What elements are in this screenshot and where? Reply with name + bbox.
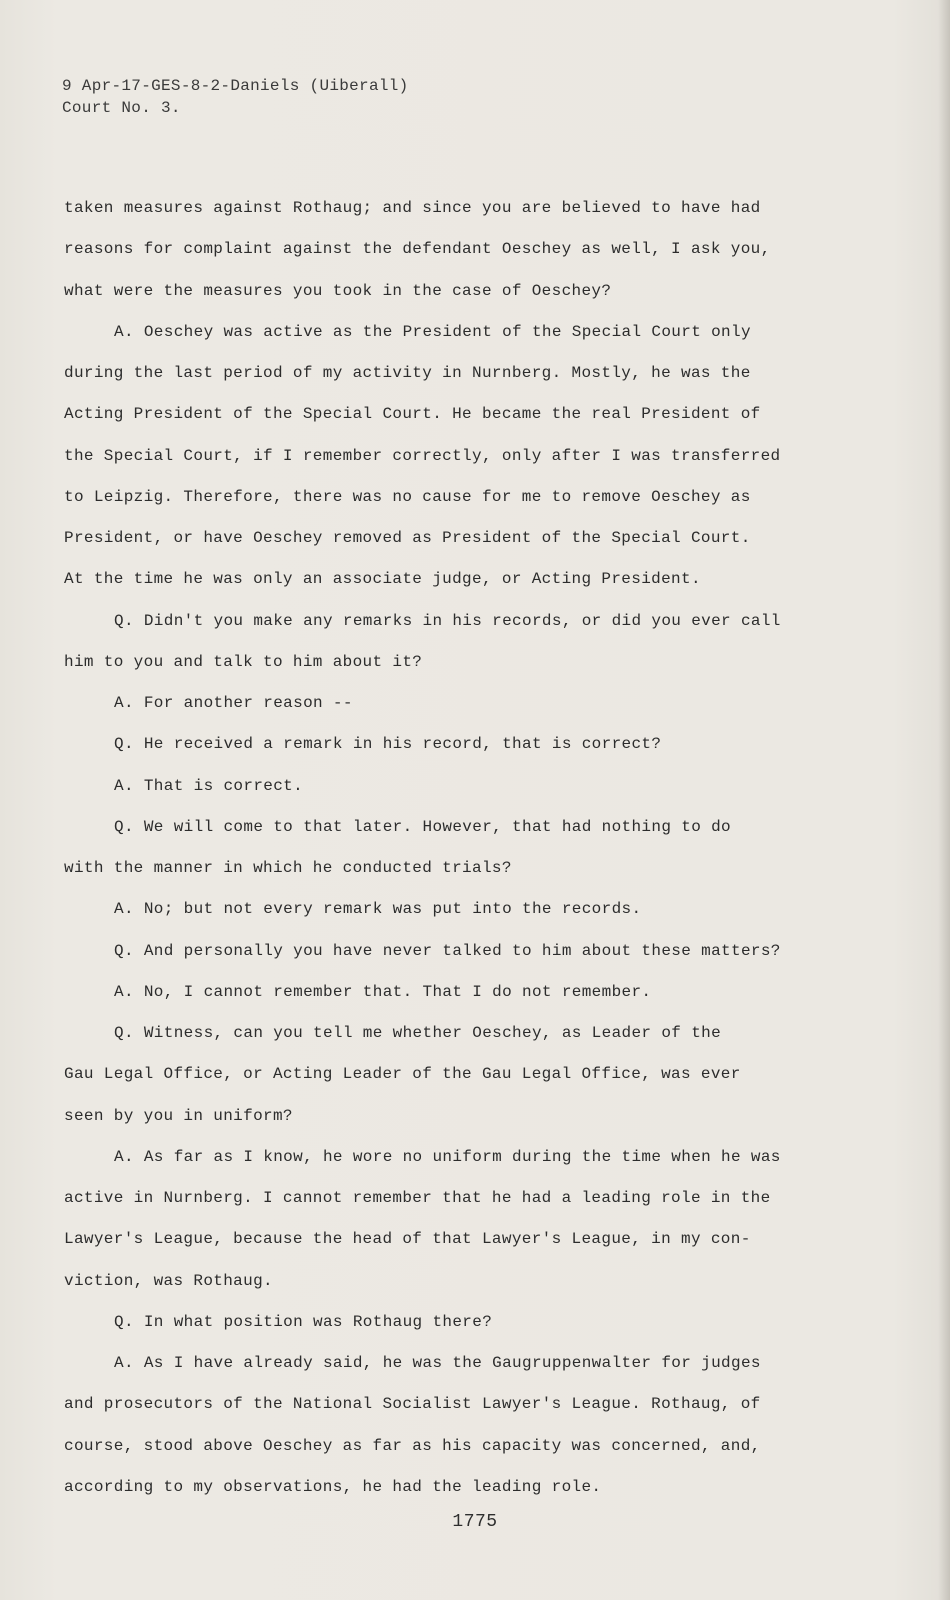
transcript-line: according to my observations, he had the leading role. — [64, 1477, 602, 1496]
transcript-line: Gau Legal Office, or Acting Leader of the Gau Legal Office, was ever — [64, 1065, 741, 1084]
transcript-line: Q. He received a remark in his record, that is correct? — [114, 735, 662, 754]
transcript-line: the Special Court, if I remember correctly, only after I was transferred — [64, 446, 781, 465]
transcript-line: and prosecutors of the National Socialist Lawyer's League. Rothaug, of — [64, 1395, 761, 1414]
transcript-line: A. That is correct. — [114, 776, 304, 795]
transcript-line: A. As I have already said, he was the Gaugruppenwalter for judges — [114, 1354, 761, 1372]
transcript-line: Q. Didn't you make any remarks in his records, or did you ever call — [114, 611, 781, 630]
transcript-line: Q. Witness, can you tell me whether Oeschey, as Leader of the — [114, 1024, 722, 1042]
transcript-line: with the manner in which he conducted trials? — [64, 859, 512, 877]
transcript-line: Q. In what position was Rothaug there? — [114, 1312, 493, 1331]
header-reference-line: 9 Apr-17-GES-8-2-Daniels (Uiberall) — [62, 77, 409, 95]
transcript-line: A. Oeschey was active as the President of the Special Court only — [114, 322, 751, 341]
transcript-body — [64, 188, 824, 1508]
transcript-line: course, stood above Oeschey as far as his capacity was concerned, and, — [64, 1436, 761, 1455]
transcript-line: Acting President of the Special Court. He became the real President of — [64, 405, 761, 424]
transcript-line: Lawyer's League, because the head of that Lawyer's League, in my con- — [64, 1230, 751, 1249]
transcript-line: viction, was Rothaug. — [64, 1271, 273, 1290]
transcript-line: to Leipzig. Therefore, there was no cause for me to remove Oeschey as — [64, 487, 751, 506]
transcript-line: A. No, I cannot remember that. That I do not remember. — [114, 982, 652, 1001]
transcript-line: A. For another reason -- — [114, 694, 353, 712]
transcript-line: what were the measures you took in the case of Oeschey? — [64, 281, 612, 300]
transcript-line: At the time he was only an associate judge, or Acting President. — [64, 570, 701, 589]
transcript-line: A. No; but not every remark was put into the records. — [114, 900, 642, 919]
transcript-line: President, or have Oeschey removed as President of the Special Court. — [64, 529, 751, 547]
header-court-line: Court No. 3. — [62, 99, 181, 117]
document-header — [62, 75, 409, 119]
transcript-line: reasons for complaint against the defendant Oeschey as well, I ask you, — [64, 240, 771, 259]
transcript-line: during the last period of my activity in Nurnberg. Mostly, he was the — [64, 364, 751, 382]
transcript-line: taken measures against Rothaug; and since you are believed to have had — [64, 199, 761, 217]
transcript-line: Q. And personally you have never talked to him about these matters? — [114, 941, 781, 960]
transcript-line: him to you and talk to him about it? — [64, 652, 423, 671]
transcript-line: A. As far as I know, he wore no uniform during the time when he was — [114, 1147, 781, 1166]
page-number: 1775 — [452, 1512, 498, 1532]
page-edge-shadow — [938, 0, 950, 1600]
transcript-line: seen by you in uniform? — [64, 1106, 293, 1125]
transcript-line: Q. We will come to that later. However, that had nothing to do — [114, 817, 731, 836]
transcript-line: active in Nurnberg. I cannot remember that he had a leading role in the — [64, 1189, 771, 1207]
